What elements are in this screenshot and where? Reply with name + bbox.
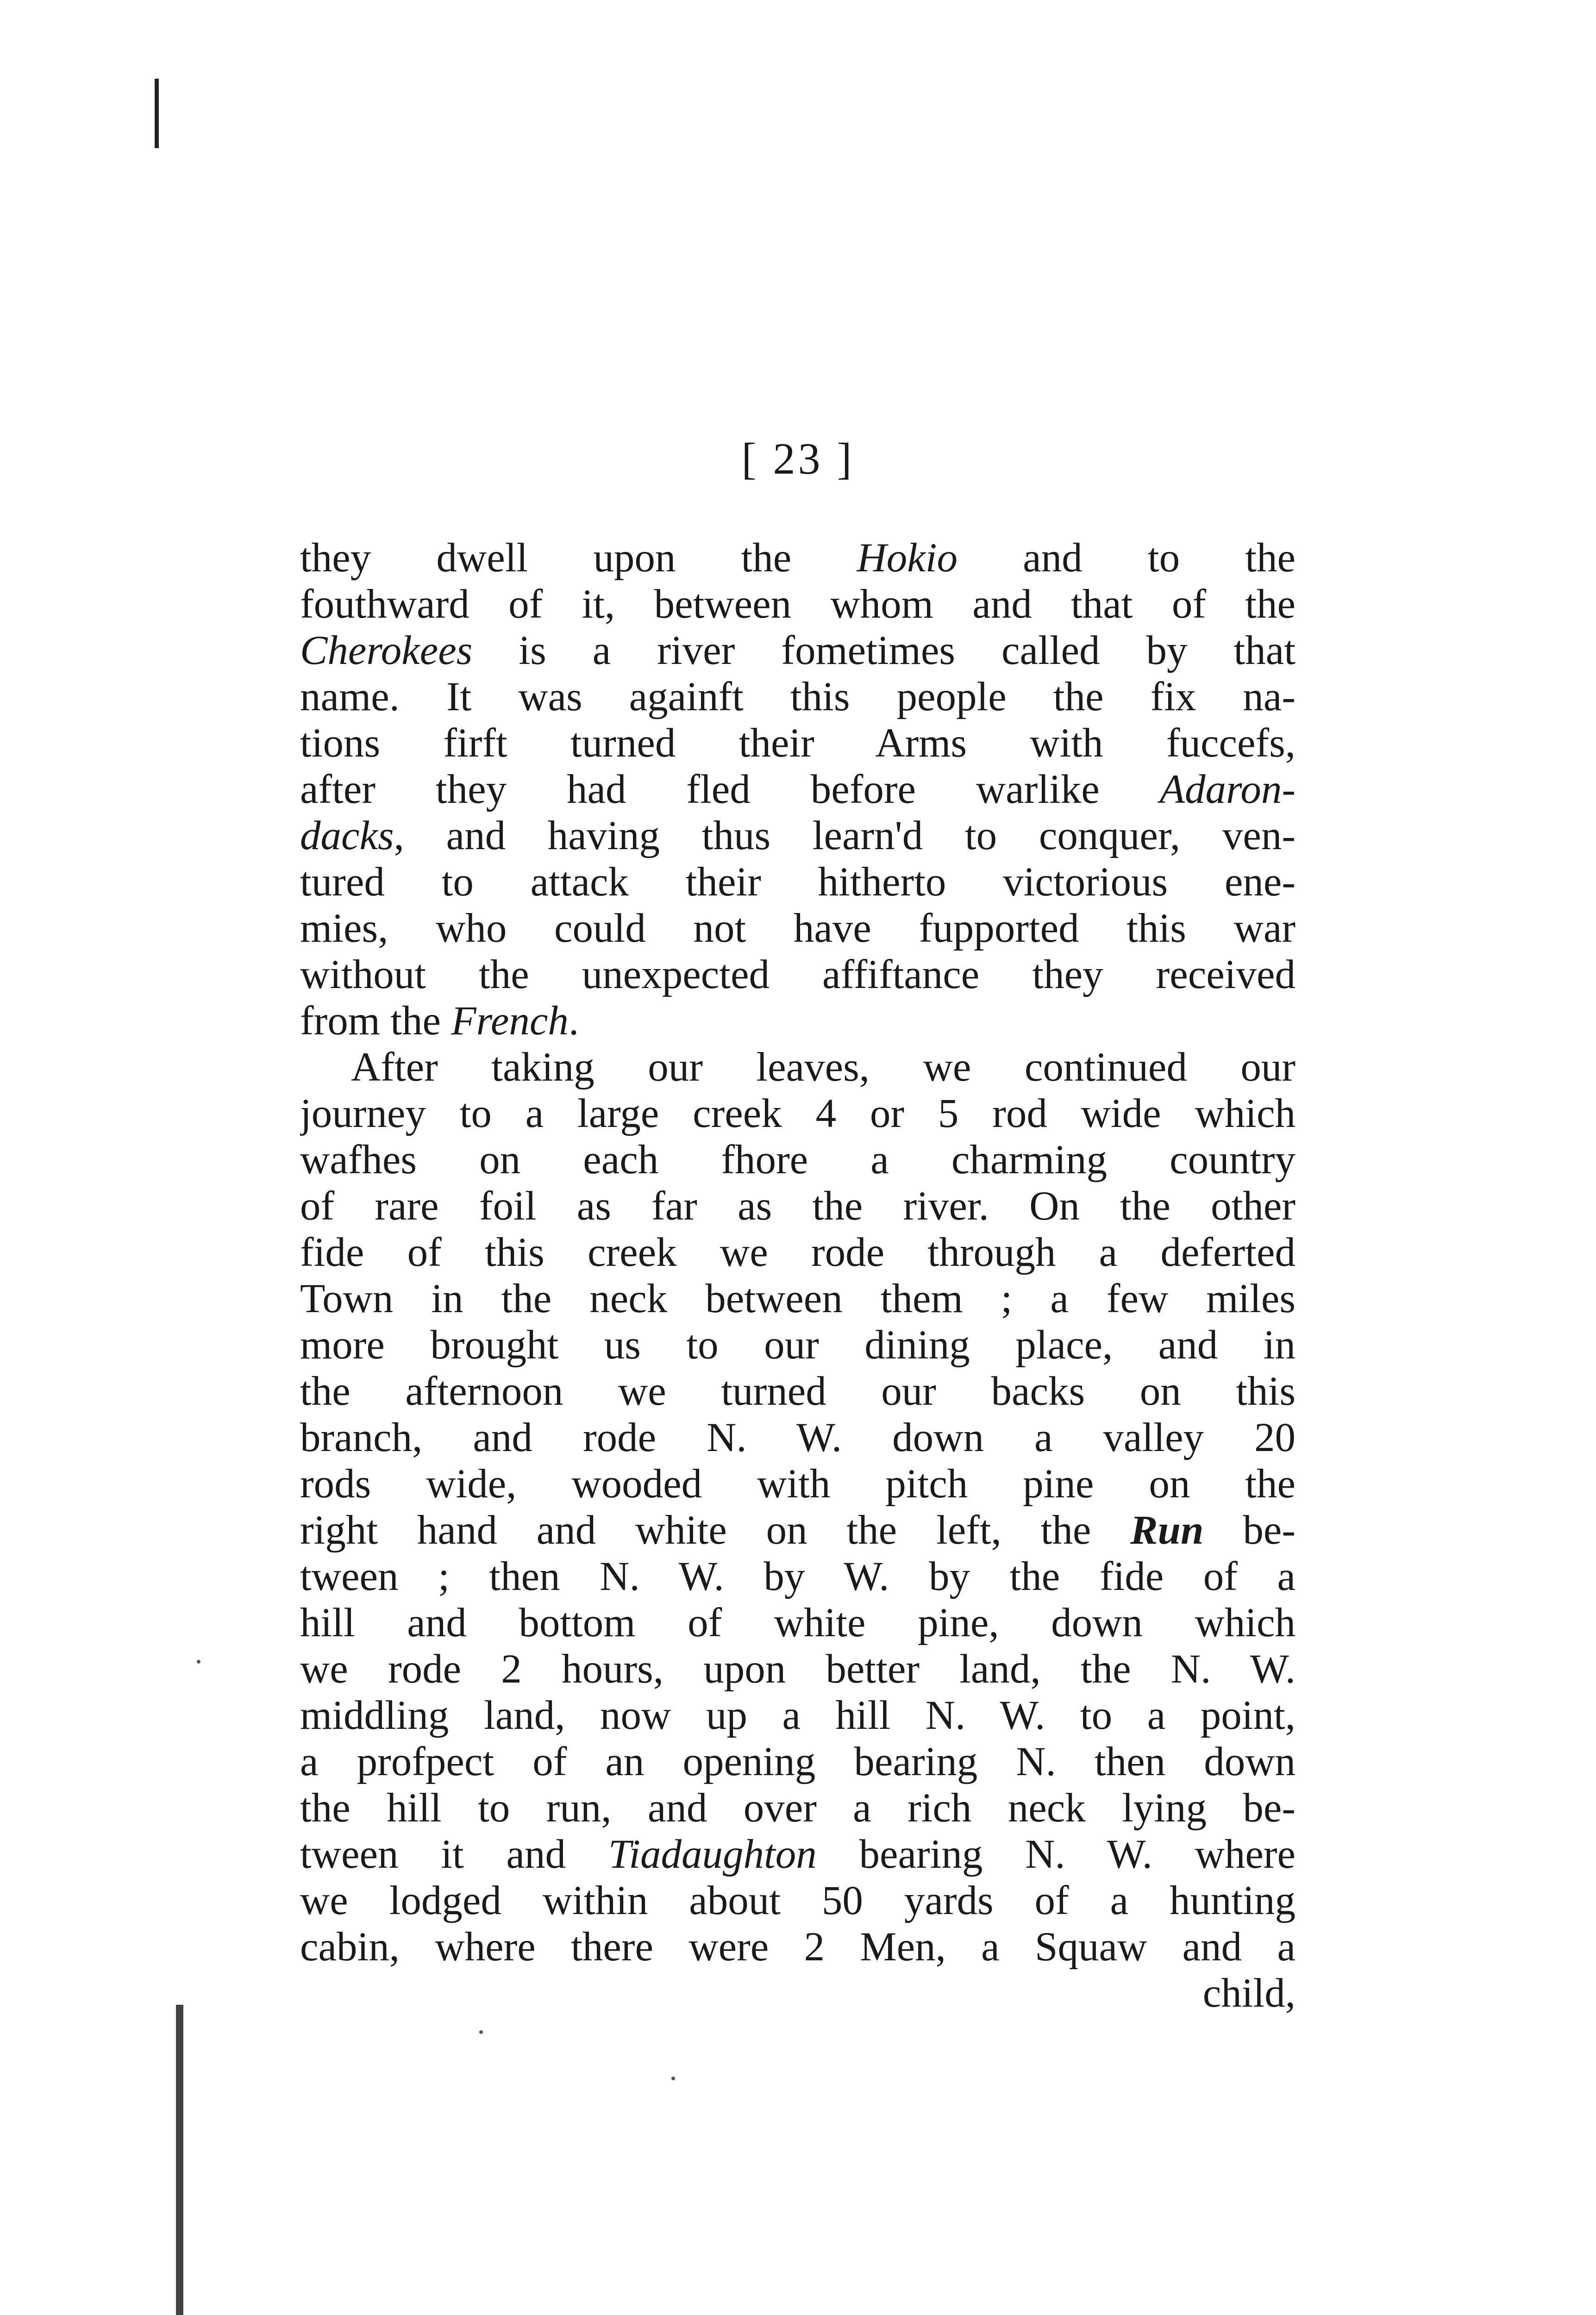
text-line: a profpect of an opening bearing N. then down bbox=[300, 1739, 1296, 1784]
scan-speck bbox=[671, 2077, 675, 2080]
text-line: tured to attack their hitherto victorious ene- bbox=[300, 859, 1296, 905]
text-line: wafhes on each fhore a charming country bbox=[300, 1137, 1296, 1183]
text-line: the hill to run, and over a rich neck lying be- bbox=[300, 1785, 1296, 1831]
page-number: [ 23 ] bbox=[741, 434, 855, 483]
text-line: the afternoon we turned our backs on this bbox=[300, 1369, 1296, 1414]
text-line: After taking our leaves, we continued our bbox=[351, 1045, 1296, 1090]
text-line: tween ; then N. W. by W. by the fide of a bbox=[300, 1554, 1296, 1599]
text-line: hill and bottom of white pine, down which bbox=[300, 1600, 1296, 1646]
text-line: we lodged within about 50 yards of a hunting bbox=[300, 1878, 1296, 1923]
text-line: from the French. bbox=[300, 998, 579, 1044]
text-line: mies, who could not have fupported this war bbox=[300, 906, 1296, 951]
text-line: right hand and white on the left, the Run be- bbox=[300, 1508, 1296, 1553]
text-line: we rode 2 hours, upon better land, the N. W. bbox=[300, 1646, 1296, 1692]
text-line: branch, and rode N. W. down a valley 20 bbox=[300, 1415, 1296, 1460]
text-line: Town in the neck between them ; a few miles bbox=[300, 1276, 1296, 1321]
scan-speck bbox=[197, 1660, 200, 1664]
text-line: after they had fled before warlike Adaron- bbox=[300, 767, 1296, 812]
text-line: fouthward of it, between whom and that of the bbox=[300, 582, 1296, 627]
text-line: rods wide, wooded with pitch pine on the bbox=[300, 1461, 1296, 1507]
text-line: dacks, and having thus learn'd to conquer, ven- bbox=[300, 813, 1296, 858]
body-text bbox=[300, 535, 1296, 2016]
scan-mark-top bbox=[155, 79, 159, 148]
text-line: without the unexpected affiftance they received bbox=[300, 952, 1296, 997]
text-line: of rare foil as far as the river. On the other bbox=[300, 1183, 1296, 1229]
text-line: fide of this creek we rode through a deferted bbox=[300, 1230, 1296, 1275]
text-line: middling land, now up a hill N. W. to a point, bbox=[300, 1693, 1296, 1738]
scan-speck bbox=[479, 2030, 483, 2034]
text-line: cabin, where there were 2 Men, a Squaw and a bbox=[300, 1924, 1296, 1970]
text-line: tween it and Tiadaughton bearing N. W. where bbox=[300, 1832, 1296, 1877]
text-line: Cherokees is a river fometimes called by that bbox=[300, 628, 1296, 673]
scan-mark-bottom bbox=[176, 2005, 183, 2315]
text-line: child, bbox=[1202, 1971, 1296, 2016]
text-line: they dwell upon the Hokio and to the bbox=[300, 535, 1296, 581]
text-line: tions firft turned their Arms with fuccefs, bbox=[300, 720, 1296, 766]
text-line: name. It was againft this people the fix na- bbox=[300, 674, 1296, 720]
text-line: more brought us to our dining place, and in bbox=[300, 1322, 1296, 1368]
text-line: journey to a large creek 4 or 5 rod wide which bbox=[300, 1091, 1296, 1136]
